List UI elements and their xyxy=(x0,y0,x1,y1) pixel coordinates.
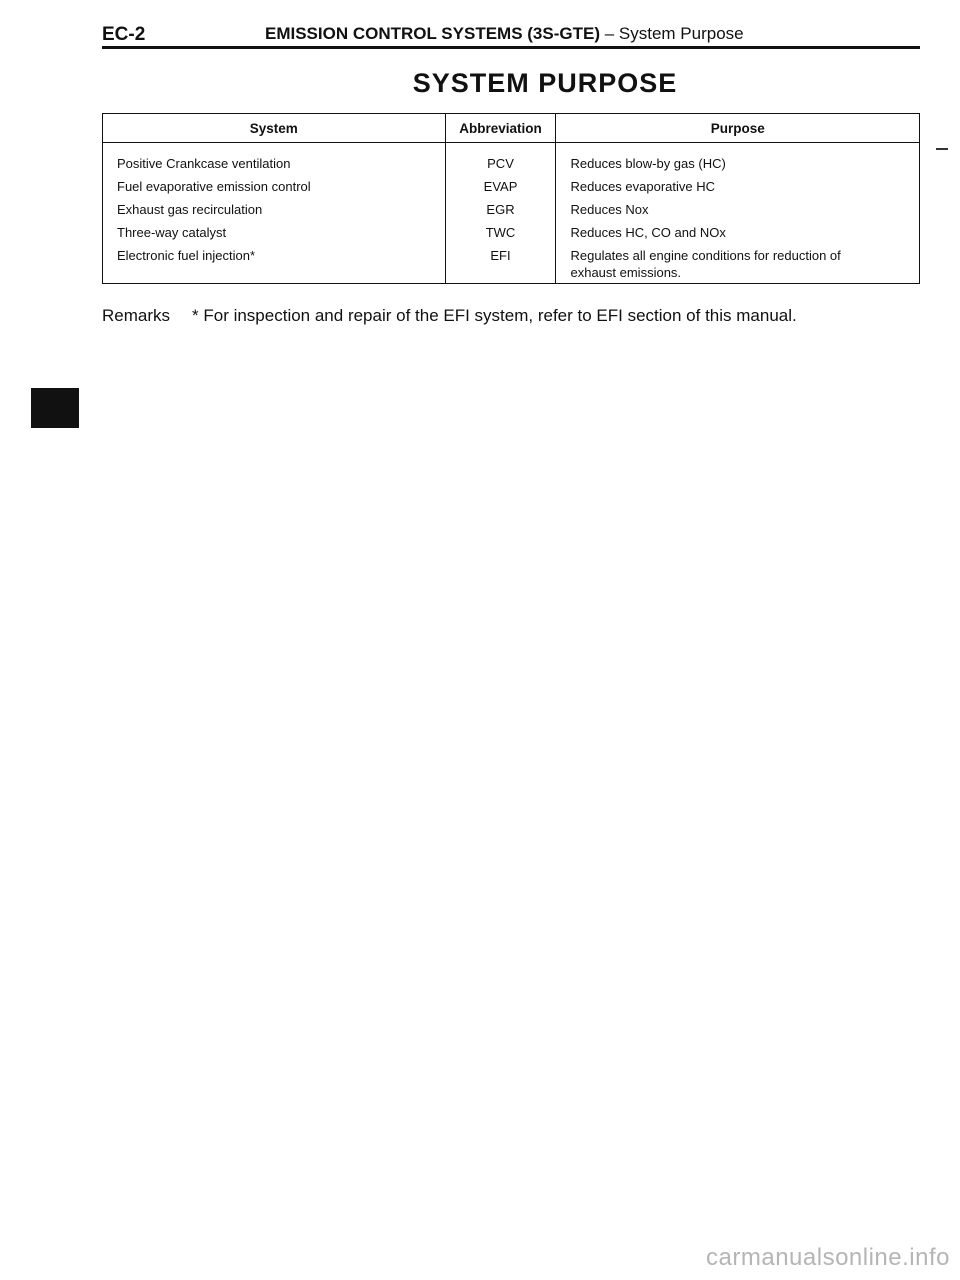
column-header-abbreviation: Abbreviation xyxy=(445,114,556,143)
remarks-label: Remarks xyxy=(102,306,171,325)
section-title-dash: – xyxy=(600,24,619,43)
abbreviation-cell: EFI xyxy=(445,244,556,284)
abbreviation-cell: TWC xyxy=(445,221,556,244)
table-row xyxy=(103,198,920,221)
page-code: EC-2 xyxy=(102,24,146,45)
watermark: carmanualsonline.info xyxy=(706,1244,950,1271)
purpose-line: exhaust emissions. xyxy=(570,265,682,280)
system-cell: Electronic fuel injection* xyxy=(103,244,446,284)
abbreviation-cell: EVAP xyxy=(445,175,556,198)
system-purpose-table xyxy=(102,113,920,284)
section-title xyxy=(265,24,744,44)
purpose-cell: Reduces blow-by gas (HC) xyxy=(556,143,920,176)
remarks xyxy=(102,306,797,326)
abbreviation-cell: EGR xyxy=(445,198,556,221)
purpose-cell: Reduces Nox xyxy=(556,198,920,221)
purpose-cell: Reduces HC, CO and NOx xyxy=(556,221,920,244)
table-row xyxy=(103,143,920,176)
abbreviation-cell: PCV xyxy=(445,143,556,176)
page-title: SYSTEM PURPOSE xyxy=(412,68,678,98)
remarks-text: * For inspection and repair of the EFI system, refer to EFI section of this manual. xyxy=(192,306,797,325)
purpose-cell: Reduces evaporative HC xyxy=(556,175,920,198)
table-row xyxy=(103,175,920,198)
purpose-line: Regulates all engine conditions for reduction of xyxy=(570,248,841,263)
margin-tab-marker xyxy=(31,388,79,428)
system-cell: Positive Crankcase ventilation xyxy=(103,143,446,176)
table-row xyxy=(103,221,920,244)
system-cell: Exhaust gas recirculation xyxy=(103,198,446,221)
section-title-sub: System Purpose xyxy=(618,24,744,43)
column-header-purpose: Purpose xyxy=(556,114,920,143)
margin-dash-mark xyxy=(936,148,948,150)
section-title-main: EMISSION CONTROL SYSTEMS (3S-GTE) xyxy=(265,24,600,43)
table-header-row xyxy=(103,114,920,143)
table-row xyxy=(103,244,920,284)
system-cell: Fuel evaporative emission control xyxy=(103,175,446,198)
column-header-system: System xyxy=(103,114,446,143)
system-cell: Three-way catalyst xyxy=(103,221,446,244)
header-rule xyxy=(102,46,920,49)
purpose-cell xyxy=(556,244,920,284)
